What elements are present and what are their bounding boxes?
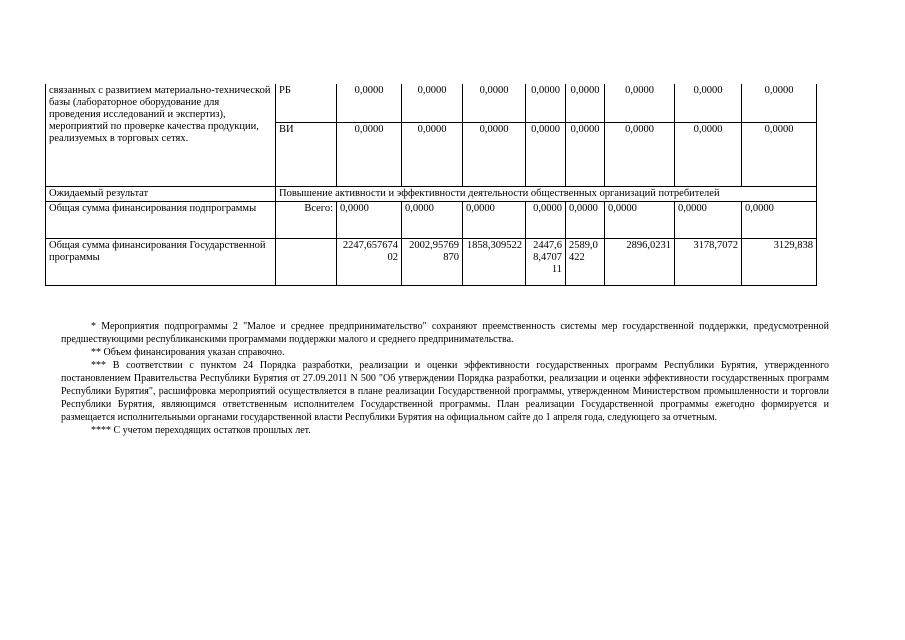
value-cell: 0,0000 [566,84,605,123]
value-cell: 2896,0231 [605,239,675,286]
value-cell: 2002,95769870 [402,239,463,286]
footnote: *** В соответствии с пунктом 24 Порядка разработки, реализации и оценки эффективности государственных программ Республики Бурятия, утвержденного постановлением Правительства Республики Бурятия от 27.09.2011 N 500 "Об утверждении Порядка разработки, реализации и оценки эффективности государственных программ Республики Бурятия", расшифровка мероприятий осуществляется в плане реализации Государственной программы, утвержденном Министерством промышленности и торговли Республики Бурятия, являющимся ответственным исполнителем Государственной программы. План реализации Государственной программы ежегодно формируется и размещается исполнительными органами государственной власти Республики Бурятия на официальном сайте до 1 апреля года, следующего за отчетным. [61,360,829,423]
value-cell: 0,0000 [526,202,566,239]
table-row-state-total [46,239,817,286]
value-cell: 0,0000 [402,202,463,239]
subprogram-total-label: Общая сумма финансирования подпрограммы [46,202,276,239]
value-cell: 0,0000 [742,123,817,187]
state-total-label: Общая сумма финансирования Государственной программы [46,239,276,286]
value-cell: 0,0000 [605,123,675,187]
expected-result-label: Ожидаемый результат [46,187,276,202]
value-cell: 0,0000 [526,123,566,187]
value-cell: 0,0000 [742,202,817,239]
value-cell: 1858,309522 [463,239,526,286]
value-cell: 0,0000 [605,202,675,239]
value-cell: 0,0000 [337,123,402,187]
value-cell: 3178,7072 [675,239,742,286]
value-cell: 2589,0422 [566,239,605,286]
table-row-rb [46,84,817,123]
value-cell: 2247,65767402 [337,239,402,286]
footnotes [61,320,829,437]
footnote: * Мероприятия подпрограммы 2 "Малое и среднее предпринимательство" сохраняют преемственность системы мер государственной поддержки, предусмотренной предшествующими республиканскими программами поддержки малого и среднего предпринимательства. [61,321,829,345]
value-cell: 0,0000 [742,84,817,123]
footnote: ** Объем финансирования указан справочно. [91,347,285,358]
value-cell: 0,0000 [526,84,566,123]
source-label [276,239,337,286]
source-label: ВИ [276,123,337,187]
expected-result-value: Повышение активности и эффективности деятельности общественных организаций потребителей [276,187,817,202]
source-label: РБ [276,84,337,123]
value-cell: 0,0000 [402,123,463,187]
value-cell: 0,0000 [675,202,742,239]
activity-description: связанных с развитием материально-технической базы (лабораторное оборудование для проведения исследований и экспертиз), мероприятий по проверке качества продукции, реализуемых в торговых сетях. [46,84,276,187]
value-cell: 3129,838 [742,239,817,286]
value-cell: 0,0000 [463,202,526,239]
value-cell: 2447,68,470711 [526,239,566,286]
value-cell: 0,0000 [675,123,742,187]
financing-table [45,84,817,286]
value-cell: 0,0000 [337,202,402,239]
footnote: **** С учетом переходящих остатков прошлых лет. [91,425,311,436]
value-cell: 0,0000 [337,84,402,123]
table-row-expected-result [46,187,817,202]
value-cell: 0,0000 [463,123,526,187]
value-cell: 0,0000 [402,84,463,123]
value-cell: 0,0000 [566,202,605,239]
value-cell: 0,0000 [605,84,675,123]
value-cell: 0,0000 [463,84,526,123]
value-cell: 0,0000 [566,123,605,187]
value-cell: 0,0000 [675,84,742,123]
source-label: Всего: [276,202,337,239]
table-row-subprogram-total [46,202,817,239]
